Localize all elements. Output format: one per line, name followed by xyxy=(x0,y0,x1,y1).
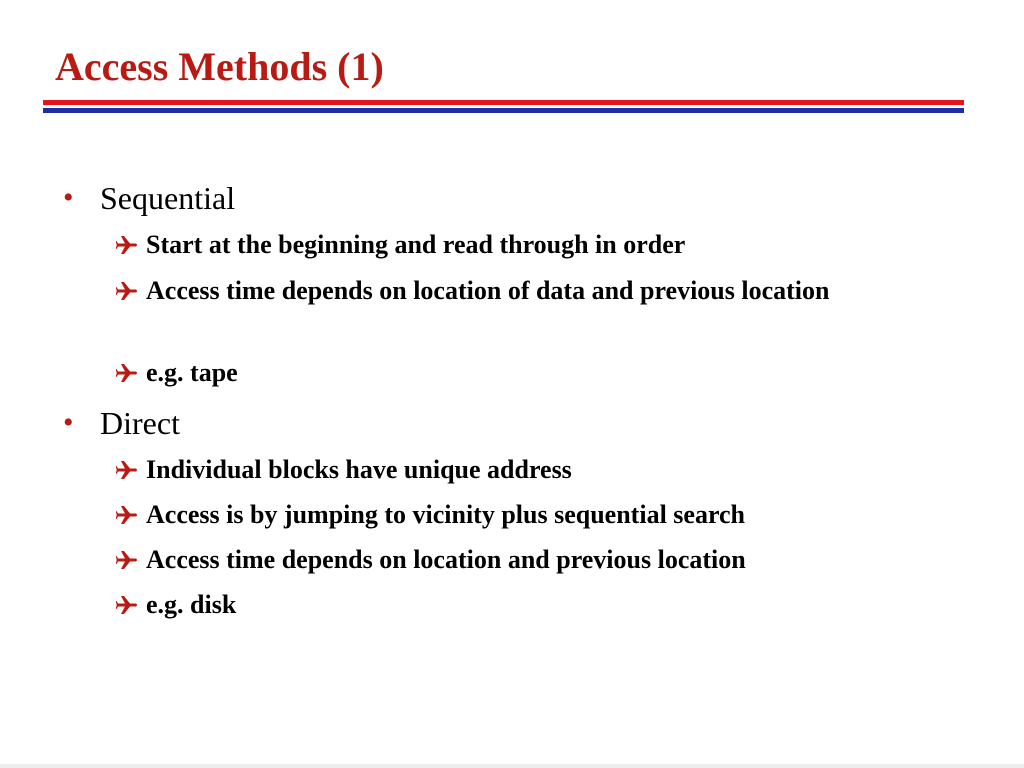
sub-bullet-text: Start at the beginning and read through in order xyxy=(146,230,686,259)
sub-bullet-text: e.g. disk xyxy=(146,590,237,619)
airplane-arrow-icon xyxy=(116,542,138,570)
airplane-arrow-icon xyxy=(116,227,138,255)
sub-bullet-text: Access time depends on location of data and previous location xyxy=(146,276,830,305)
sub-bullet-text: Access is by jumping to vicinity plus sequential search xyxy=(146,500,746,529)
airplane-arrow-icon xyxy=(116,452,138,480)
airplane-arrow-icon xyxy=(116,587,138,615)
slide-title: Access Methods (1) xyxy=(55,44,384,89)
bullet-label: Sequential xyxy=(100,180,236,216)
title-rule-blue xyxy=(43,108,964,113)
bullet-item-sequential xyxy=(0,178,1024,218)
bullet-dot-icon: • xyxy=(63,406,74,439)
title-rule-red xyxy=(43,100,964,105)
airplane-arrow-icon xyxy=(116,497,138,525)
sub-bullet-text: Access time depends on location and previous location xyxy=(146,545,746,574)
sub-bullet-text: e.g. tape xyxy=(146,358,238,387)
bullet-item-direct xyxy=(0,403,1024,443)
airplane-arrow-icon xyxy=(116,355,138,383)
bullet-dot-icon: • xyxy=(63,181,74,214)
airplane-arrow-icon xyxy=(116,273,138,301)
sub-bullet-text: Individual blocks have unique address xyxy=(146,455,572,484)
slide-bottom-edge xyxy=(0,764,1024,768)
bullet-label: Direct xyxy=(100,405,180,441)
